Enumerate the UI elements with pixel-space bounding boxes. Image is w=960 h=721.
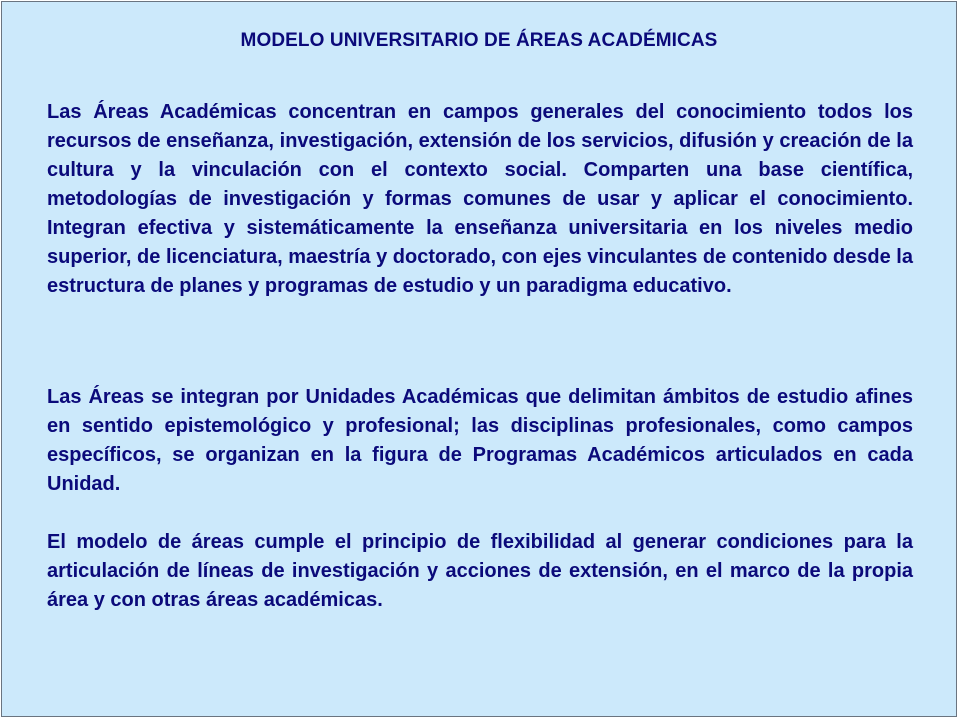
paragraph-flexibilidad: El modelo de áreas cumple el principio de flexibilidad al generar condiciones para la articulación de líneas de investigación y acciones de extensión, en el marco de la propia área y con otras áreas académicas. <box>47 531 913 611</box>
paragraph-areas-academicas: Las Áreas Académicas concentran en campos generales del conocimiento todos los recursos de enseñanza, investigación, extensión de los servicios, difusión y creación de la cultura y la vinculación con el contexto social. Comparten una base científica, metodologías de investigación y formas comunes de usar y aplicar el conocimiento. Integran efectiva y sistemáticamente la enseñanza universitaria en los niveles medio superior, de licenciatura, maestría y doctorado, con ejes vinculantes de contenido desde la estructura de planes y programas de estudio y un paradigma educativo. <box>47 101 913 297</box>
slide <box>1 1 957 717</box>
slide-title: MODELO UNIVERSITARIO DE ÁREAS ACADÉMICAS <box>240 30 718 51</box>
paragraph-unidades-academicas: Las Áreas se integran por Unidades Académicas que delimitan ámbitos de estudio afines en sentido epistemológico y profesional; las disciplinas profesionales, como campos específicos, se organizan en la figura de Programas Académicos articulados en cada Unidad. <box>47 386 913 495</box>
